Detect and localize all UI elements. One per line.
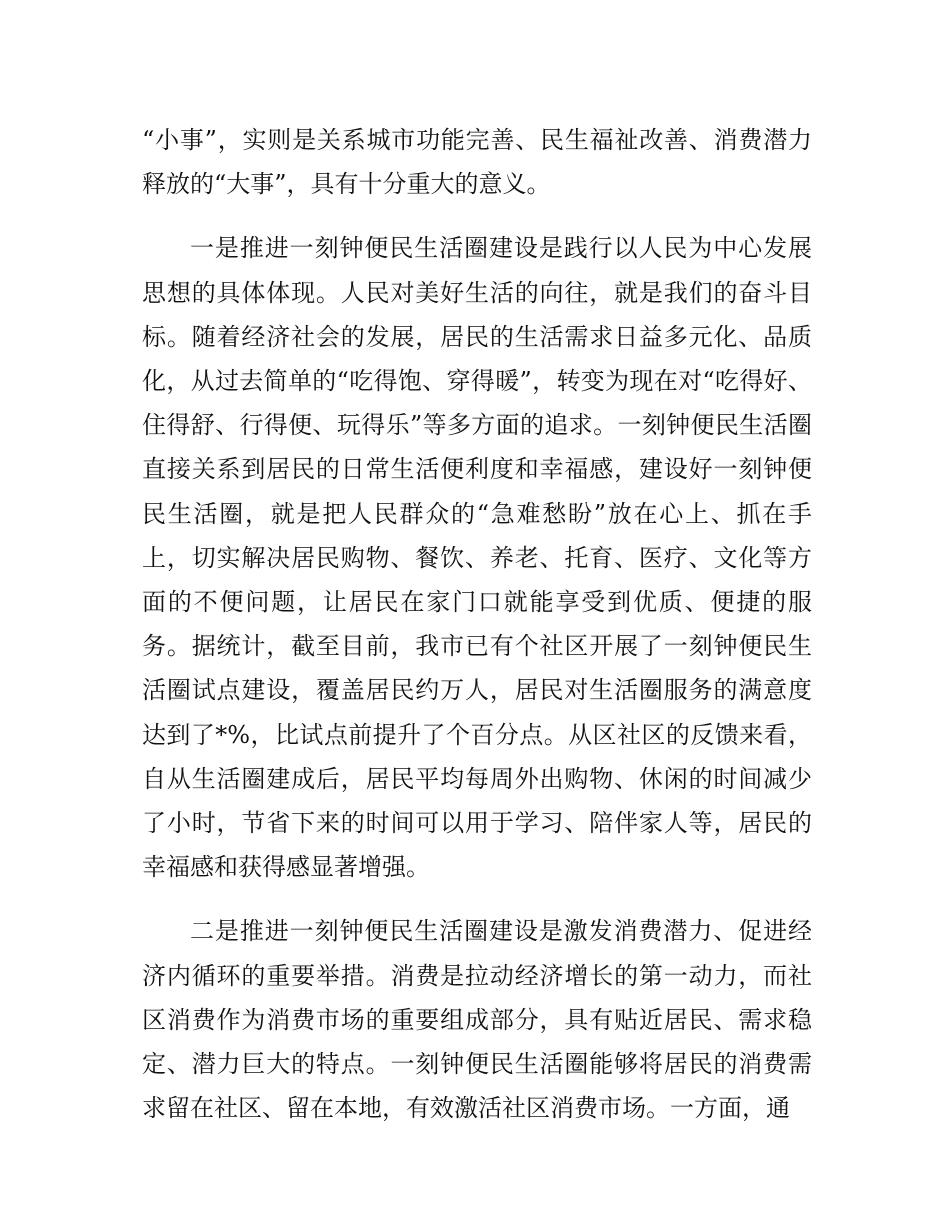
text-line: 减少了小时，节省下来的时间可以用于学习、陪伴家人等，居: [142, 764, 813, 838]
text-line: 定、潜力巨大的特点。一刻钟便民生活圈能够将居民的消费需: [142, 1050, 812, 1079]
text-line: 刻钟便民生活圈，就是把人民群众的“急难愁盼”放在心上、: [142, 455, 813, 528]
text-line: 看，自从生活圈建成后，居民平均每周外出购物、休闲的时间: [142, 720, 812, 793]
text-line: 化，从过去简单的“吃得饱、穿得暖”，转变为现在对“吃得: [142, 367, 764, 396]
text-line: 生活圈直接关系到居民的日常生活便利度和幸福感，建设好一: [142, 411, 813, 484]
text-line: “小事”，实则是关系城市功能完善、民生福祉改善、消费潜: [142, 126, 788, 154]
text-line: 民生活圈试点建设，覆盖居民约万人，居民对生活圈服务的满: [142, 632, 813, 705]
text-line: 二是推进一刻钟便民生活圈建设是激发消费潜力、促进经: [190, 917, 812, 946]
text-line: 济内循环的重要举措。消费是拉动经济增长的第一动力，而社: [142, 961, 812, 990]
text-line: 标。随着经济社会的发展，居民的生活需求日益多元化、品质: [142, 322, 812, 351]
paragraph-point-one: [142, 226, 812, 889]
text-line: 意度达到了*%，比试点前提升了个百分点。从区社区的反馈来: [142, 676, 813, 749]
text-line: 民的幸福感和获得感显著增强。: [142, 809, 813, 882]
document-page: [142, 118, 812, 1150]
text-line: 化等方面的不便问题，让居民在家门口就能享受到优质、便捷: [142, 543, 813, 617]
text-line: 思想的具体体现。人民对美好生活的向往，就是我们的奋斗目: [142, 278, 812, 307]
text-line: 一是推进一刻钟便民生活圈建设是践行以人民为中心发展: [190, 234, 812, 263]
text-line: 好、住得舒、行得便、玩得乐”等多方面的追求。一刻钟便民: [142, 367, 812, 440]
text-line: 的服务。据统计，截至目前，我市已有个社区开展了一刻钟便: [142, 588, 813, 661]
paragraph-point-two: [142, 909, 812, 1130]
text-line: 区消费作为消费市场的重要组成部分，具有贴近居民、需求稳: [142, 1005, 812, 1034]
paragraph-intro-continuation: [142, 118, 812, 206]
text-line: 力释放的“大事”，具有十分重大的意义。: [142, 126, 812, 199]
text-line: 抓在手上，切实解决居民购物、餐饮、养老、托育、医疗、文: [142, 499, 812, 572]
text-line: 求留在社区、留在本地，有效激活社区消费市场。一方面，通: [142, 1094, 790, 1123]
